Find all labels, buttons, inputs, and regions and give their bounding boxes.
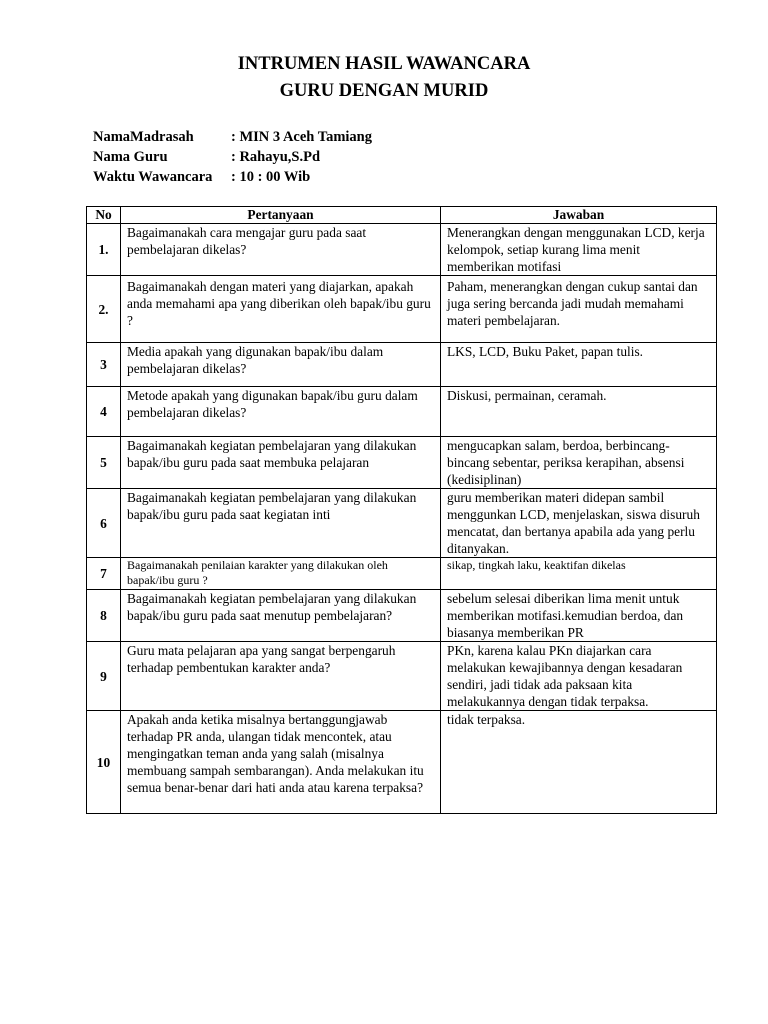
table-row [87, 590, 717, 642]
row-question: Bagaimanakah kegiatan pembelajaran yang dilakukan bapak/ibu guru pada saat menutup pembelajaran? [121, 590, 441, 642]
row-number: 8 [87, 590, 121, 642]
row-question: Media apakah yang digunakan bapak/ibu dalam pembelajaran dikelas? [121, 343, 441, 387]
row-answer: sikap, tingkah laku, keaktifan dikelas [441, 558, 717, 590]
header-answer: Jawaban [441, 207, 717, 224]
row-answer: Menerangkan dengan menggunakan LCD, kerja kelompok, setiap kurang lima menit memberikan motifasi [441, 224, 717, 276]
row-question: Bagaimanakah dengan materi yang diajarkan, apakah anda memahami apa yang diberikan oleh bapak/ibu guru ? [121, 276, 441, 343]
row-answer: PKn, karena kalau PKn diajarkan cara melakukan kewajibannya dengan kesadaran sendiri, jadi tidak ada paksaan kita melakukannya dengan tidak terpaksa. [441, 642, 717, 711]
table-header-row [87, 207, 717, 224]
interview-table [86, 206, 717, 814]
info-value: : 10 : 00 Wib [231, 169, 311, 185]
info-block [93, 127, 372, 187]
row-question: Apakah anda ketika misalnya bertanggungjawab terhadap PR anda, ulangan tidak mencontek, atau mengingatkan teman anda yang salah (misalnya membuang sampah sembarangan). Anda melakukan itu semua benar-benar dari hati anda atau karena terpaksa? [121, 711, 441, 814]
row-number: 9 [87, 642, 121, 711]
info-label: NamaMadrasah [93, 129, 194, 145]
info-label: Nama Guru [93, 149, 168, 165]
table-row [87, 276, 717, 343]
row-answer: LKS, LCD, Buku Paket, papan tulis. [441, 343, 717, 387]
row-number: 4 [87, 387, 121, 437]
row-number: 2. [87, 276, 121, 343]
document-title: INTRUMEN HASIL WAWANCARA [237, 54, 531, 74]
row-answer: Paham, menerangkan dengan cukup santai dan juga sering bercanda jadi mudah memahami materi pembelajaran. [441, 276, 717, 343]
row-number: 10 [87, 711, 121, 814]
table-row [87, 387, 717, 437]
row-number: 3 [87, 343, 121, 387]
info-row-guru [93, 147, 372, 167]
document-subtitle: GURU DENGAN MURID [279, 81, 489, 101]
row-question: Metode apakah yang digunakan bapak/ibu guru dalam pembelajaran dikelas? [121, 387, 441, 437]
table-row [87, 642, 717, 711]
info-label: Waktu Wawancara [93, 169, 213, 185]
table-row [87, 343, 717, 387]
info-row-waktu [93, 167, 372, 187]
header-no: No [87, 207, 121, 224]
row-answer: guru memberikan materi didepan sambil menggunkan LCD, menjelaskan, siswa disuruh mencatat, dan bertanya apabila ada yang perlu ditanyakan. [441, 489, 717, 558]
table-row [87, 711, 717, 814]
table-row [87, 224, 717, 276]
table-row [87, 558, 717, 590]
table-row [87, 437, 717, 489]
header-question: Pertanyaan [121, 207, 441, 224]
row-answer: tidak terpaksa. [441, 711, 717, 814]
row-number: 1. [87, 224, 121, 276]
row-answer: mengucapkan salam, berdoa, berbincang-bincang sebentar, periksa kerapihan, absensi (kedisiplinan) [441, 437, 717, 489]
row-number: 7 [87, 558, 121, 590]
table-row [87, 489, 717, 558]
info-value: : MIN 3 Aceh Tamiang [231, 129, 372, 145]
row-question: Bagaimanakah penilaian karakter yang dilakukan oleh bapak/ibu guru ? [121, 558, 441, 590]
row-question: Bagaimanakah cara mengajar guru pada saat pembelajaran dikelas? [121, 224, 441, 276]
row-question: Bagaimanakah kegiatan pembelajaran yang dilakukan bapak/ibu guru pada saat membuka pelajaran [121, 437, 441, 489]
row-question: Guru mata pelajaran apa yang sangat berpengaruh terhadap pembentukan karakter anda? [121, 642, 441, 711]
row-number: 6 [87, 489, 121, 558]
info-row-madrasah [93, 127, 372, 147]
row-answer: Diskusi, permainan, ceramah. [441, 387, 717, 437]
row-question: Bagaimanakah kegiatan pembelajaran yang dilakukan bapak/ibu guru pada saat kegiatan inti [121, 489, 441, 558]
row-number: 5 [87, 437, 121, 489]
row-answer: sebelum selesai diberikan lima menit untuk memberikan motifasi.kemudian berdoa, dan biasanya memberikan PR [441, 590, 717, 642]
info-value: : Rahayu,S.Pd [231, 149, 321, 165]
